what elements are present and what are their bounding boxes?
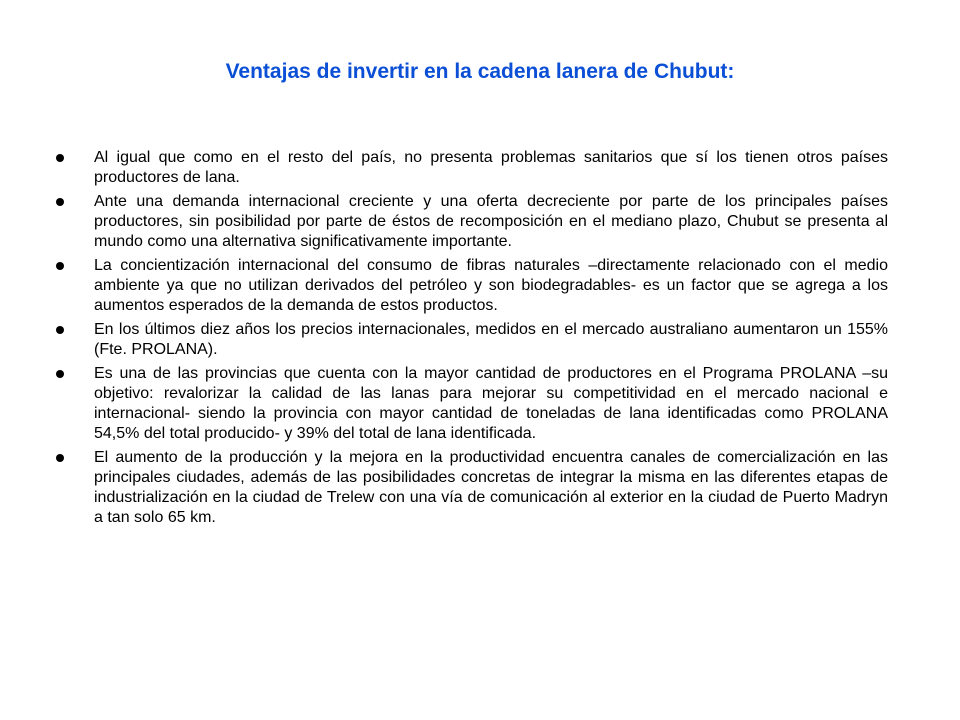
- list-item: [56, 148, 888, 188]
- bullet-icon: [56, 262, 64, 270]
- list-item: [56, 256, 888, 316]
- bullet-icon: [56, 154, 64, 162]
- list-item-text: Es una de las provincias que cuenta con la mayor cantidad de productores en el Programa PROLANA –su objetivo: revalorizar la calidad de las lanas para mejorar su competitividad en el mercado nacional e internacional- siendo la provincia con mayor cantidad de toneladas de lana identificadas como PROLANA 54,5% del total producido- y 39% del total de lana identificada.: [94, 365, 888, 442]
- bullet-icon: [56, 370, 64, 378]
- list-item-text: La concientización internacional del consumo de fibras naturales –directamente relacionado con el medio ambiente ya que no utilizan derivados del petróleo y son biodegradables- es un factor que se agrega a los aumentos esperados de la demanda de estos productos.: [94, 257, 888, 314]
- list-item: [56, 364, 888, 444]
- bullet-icon: [56, 454, 64, 462]
- bullet-icon: [56, 198, 64, 206]
- list-item: [56, 448, 888, 528]
- advantages-list: [56, 148, 888, 532]
- list-item: [56, 320, 888, 360]
- slide-title: Ventajas de invertir en la cadena lanera de Chubut:: [225, 60, 735, 83]
- list-item-text: Ante una demanda internacional creciente y una oferta decreciente por parte de los principales países productores, sin posibilidad por parte de éstos de recomposición en el mediano plazo, Chubut se presenta al mundo como una alternativa significativamente importante.: [94, 193, 888, 250]
- list-item-text: Al igual que como en el resto del país, no presenta problemas sanitarios que sí los tienen otros países productores de lana.: [94, 149, 888, 186]
- list-item: [56, 192, 888, 252]
- list-item-text: En los últimos diez años los precios internacionales, medidos en el mercado australiano aumentaron un 155% (Fte. PROLANA).: [94, 321, 888, 358]
- list-item-text: El aumento de la producción y la mejora en la productividad encuentra canales de comercialización en las principales ciudades, además de las posibilidades concretas de integrar la misma en las diferentes etapas de industrialización en la ciudad de Trelew con una vía de comunicación al exterior en la ciudad de Puerto Madryn a tan solo 65 km.: [94, 449, 888, 526]
- bullet-icon: [56, 326, 64, 334]
